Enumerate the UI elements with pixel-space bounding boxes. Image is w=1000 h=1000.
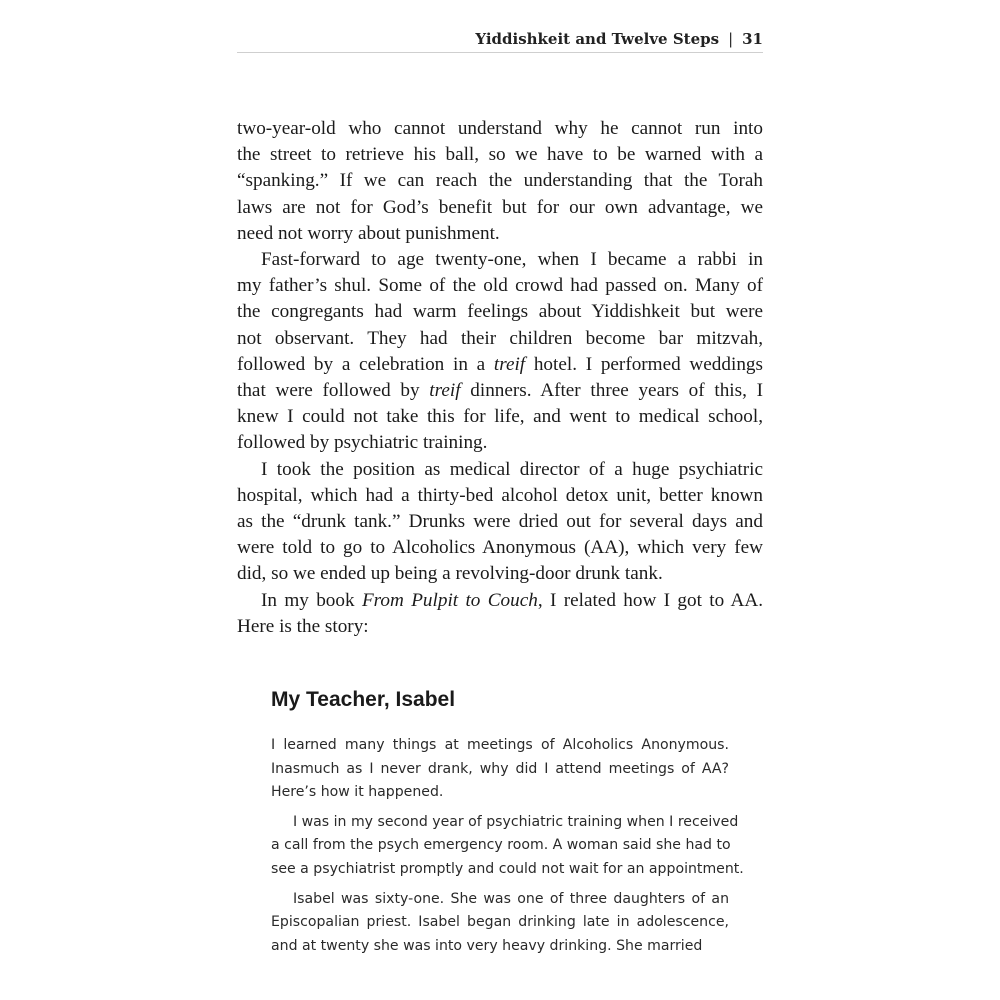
body-italic-term: treif: [429, 380, 461, 402]
body-line: two-year-old who cannot understand why he cannot run into: [237, 118, 763, 139]
excerpt-line: Episcopalian priest. Isabel began drinking late in adolescence,: [271, 914, 729, 931]
excerpt-line: and at twenty she was into very heavy drinking. She married: [271, 937, 703, 954]
body-line: hospital, which had a thirty-bed alcohol detox unit, better known: [237, 484, 763, 506]
running-head-separator: |: [728, 30, 734, 48]
body-paragraph: [237, 457, 763, 588]
body-line: “spanking.” If we can reach the understanding that the Torah: [237, 170, 763, 192]
page-number: 31: [742, 30, 763, 48]
excerpt-line: I was in my second year of psychiatric training when I received: [293, 813, 739, 830]
body-italic-term: From Pulpit to Couch: [361, 589, 538, 611]
excerpt-line: Here’s how it happened.: [271, 784, 444, 801]
excerpt-paragraph: [271, 734, 729, 805]
body-line: In my book From Pulpit to Couch, I related how I got to AA.: [261, 589, 763, 611]
body-line: laws are not for God’s benefit but for our own advantage, we: [237, 196, 763, 218]
excerpt-paragraph: [271, 811, 744, 882]
excerpt-paragraph: [271, 888, 729, 959]
body-line: Here is the story:: [237, 615, 369, 637]
body-line: the congregants had warm feelings about Yiddishkeit but were: [237, 301, 763, 323]
body-line: my father’s shul. Some of the old crowd had passed on. Many of: [237, 275, 763, 297]
running-head-title: Yiddishkeit and Twelve Steps: [475, 30, 720, 48]
excerpt-line: a call from the psych emergency room. A woman said she had to: [271, 837, 731, 854]
body-line: I took the position as medical director of a huge psychiatric: [261, 458, 763, 480]
body-line: knew I could not take this for life, and went to medical school,: [237, 406, 763, 428]
body-line: followed by a celebration in a treif hotel. I performed weddings: [237, 353, 763, 375]
excerpt-line: Inasmuch as I never drank, why did I attend meetings of AA?: [271, 760, 729, 777]
body-line: followed by psychiatric training.: [237, 432, 488, 454]
body-italic-term: treif: [493, 353, 526, 375]
body-line: that were followed by treif dinners. After three years of this, I: [237, 380, 763, 402]
body-paragraph: [237, 588, 763, 640]
body-line: the street to retrieve his ball, so we have to be warned with a: [237, 144, 763, 166]
body-line: need not worry about punishment.: [237, 222, 500, 244]
body-paragraph: [237, 116, 763, 247]
body-line: as the “drunk tank.” Drunks were dried out for several days and: [237, 511, 763, 533]
body-line: not observant. They had their children become bar mitzvah,: [237, 327, 763, 349]
body-line: were told to go to Alcoholics Anonymous (AA), which very few: [237, 537, 763, 559]
body-text: [237, 116, 763, 640]
excerpt-line: I learned many things at meetings of Alcoholics Anonymous.: [271, 737, 729, 753]
body-line: Fast-forward to age twenty-one, when I became a rabbi in: [261, 249, 763, 271]
running-head: [237, 30, 763, 53]
body-paragraph: [237, 247, 763, 457]
excerpt-line: see a psychiatrist promptly and could not wait for an appointment.: [271, 860, 744, 877]
section-heading: My Teacher, Isabel: [271, 688, 456, 711]
excerpt-text: [271, 734, 744, 958]
body-line: did, so we ended up being a revolving-door drunk tank.: [237, 563, 663, 585]
excerpt-line: Isabel was sixty-one. She was one of three daughters of an: [293, 890, 729, 907]
